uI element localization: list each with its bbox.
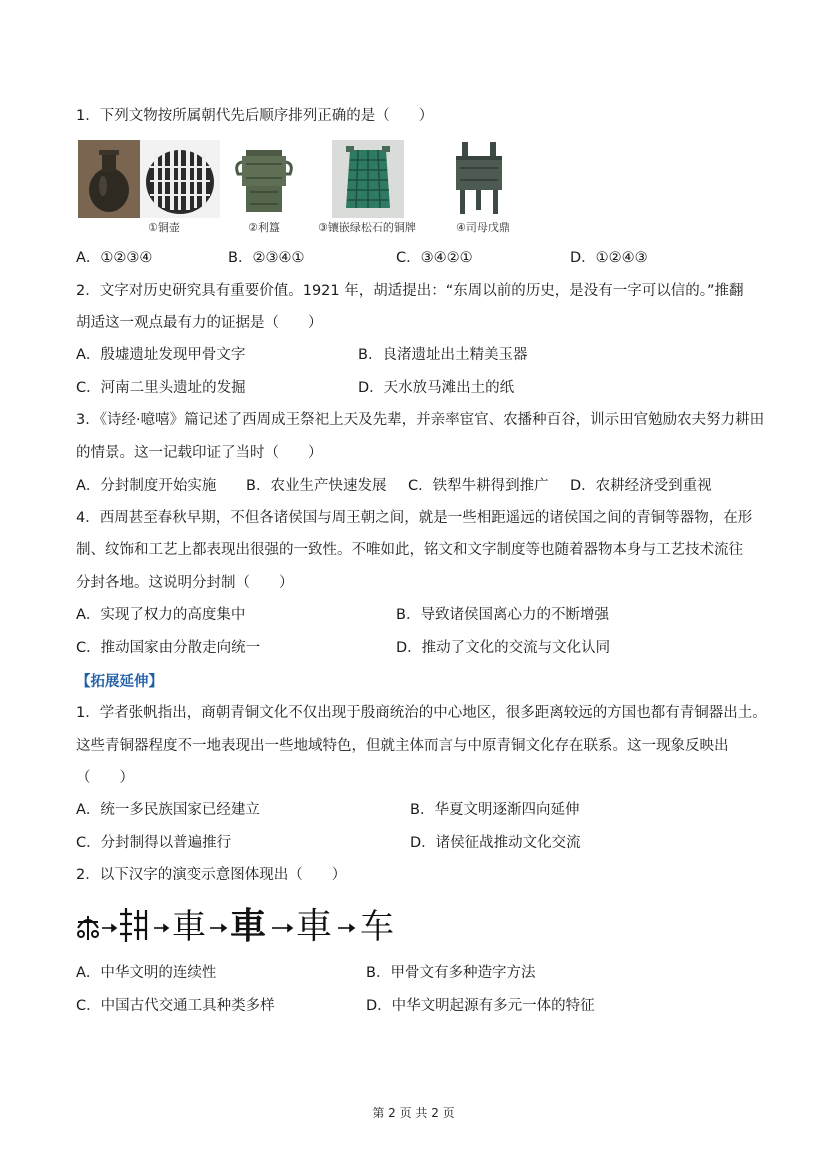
q2-option-a: A．殷墟遗址发现甲骨文字 — [76, 347, 246, 363]
q3-option-b: B．农业生产快速发展 — [246, 478, 387, 494]
caption-1: ①铜壶 — [148, 221, 180, 234]
character-evolution-diagram — [76, 900, 412, 946]
bronze-pot-photo — [78, 140, 140, 218]
e2-option-b: B．甲骨文有多种造字方法 — [366, 965, 536, 981]
inscription-rubbing-photo — [140, 140, 220, 218]
q4-option-a: A．实现了权力的高度集中 — [76, 607, 246, 623]
arrow-2 — [154, 925, 168, 931]
e2-option-c: C．中国古代交通工具种类多样 — [76, 998, 275, 1014]
oracle-bone-cart-glyph — [78, 916, 98, 940]
q2-option-d: D．天水放马滩出土的纸 — [358, 380, 515, 396]
q1-option-a: A．①②③④ — [76, 250, 153, 266]
e2-option-d: D．中华文明起源有多元一体的特征 — [366, 998, 595, 1014]
e1-option-a: A．统一多民族国家已经建立 — [76, 802, 260, 818]
e2-option-a: A．中华文明的连续性 — [76, 965, 217, 981]
bronze-script-cart-glyph — [120, 908, 146, 942]
q2-stem-line1: 2．文字对历史研究具有重要价值。1921 年，胡适提出：“东周以前的历史，是没有一字可以信的。”推翻 — [76, 283, 744, 299]
q4-option-c: C．推动国家由分散走向统一 — [76, 640, 261, 656]
clerical-script-char: 車 — [230, 905, 267, 946]
e1-option-b: B．华夏文明逐渐四向延伸 — [410, 802, 580, 818]
arrow-4 — [272, 925, 292, 931]
q3-stem-line2: 的情景。这一记载印证了当时（ ） — [76, 445, 323, 461]
q3-option-a: A．分封制度开始实施 — [76, 478, 217, 494]
q3-option-d: D．农耕经济受到重视 — [570, 478, 712, 494]
e1-option-d: D．诸侯征战推动文化交流 — [410, 835, 581, 851]
arrow-5 — [338, 925, 354, 931]
q2-option-b: B．良渚遗址出土精美玉器 — [358, 347, 528, 363]
e1-stem-line2: 这些青铜器程度不一地表现出一些地域特色，但就主体而言与中原青铜文化存在联系。这一现象反映出 — [76, 738, 729, 754]
ligui-photo — [232, 140, 296, 218]
q1-stem: 1．下列文物按所属朝代先后顺序排列正确的是（ ） — [76, 108, 434, 124]
e1-stem-line1: 1．学者张帆指出，商朝青铜文化不仅出现于殷商统治的中心地区，很多距离较远的方国也都有青铜器出土。 — [76, 705, 767, 721]
q4-option-d: D．推动了文化的交流与文化认同 — [396, 640, 611, 656]
q4-stem-line3: 分封各地。这说明分封制（ ） — [76, 575, 294, 591]
turquoise-plaque-photo — [332, 140, 404, 218]
page-footer: 第 2 页 共 2 页 — [372, 1106, 455, 1120]
q4-option-b: B．导致诸侯国离心力的不断增强 — [396, 607, 609, 623]
simplified-char: 车 — [360, 907, 394, 946]
q3-option-c: C．铁犁牛耕得到推广 — [408, 478, 549, 494]
caption-2: ②利簋 — [248, 221, 280, 234]
q1-option-c: C．③④②① — [396, 250, 473, 266]
caption-3: ③镶嵌绿松石的铜牌 — [318, 221, 416, 234]
q2-option-c: C．河南二里头遗址的发掘 — [76, 380, 246, 396]
caption-4: ④司母戊鼎 — [456, 221, 510, 234]
q2-stem-line2: 胡适这一观点最有力的证据是（ ） — [76, 315, 323, 331]
e2-stem: 2．以下汉字的演变示意图体现出（ ） — [76, 867, 347, 883]
seal-script-char: 車 — [172, 907, 206, 946]
arrow-3 — [210, 925, 226, 931]
e1-option-c: C．分封制得以普遍推行 — [76, 835, 232, 851]
section-title: 【拓展延伸】 — [76, 674, 163, 690]
q1-option-b: B．②③④① — [228, 250, 305, 266]
e1-stem-line3: （ ） — [76, 770, 134, 786]
regular-script-char: 車 — [296, 906, 333, 946]
q1-option-d: D．①②④③ — [570, 250, 648, 266]
q3-stem-line1: 3．《诗经·噫嘻》篇记述了西周成王祭祀上天及先辈，并亲率宦官、农播种百谷，训示田官勉励农夫努力耕田 — [76, 412, 765, 428]
q4-stem-line1: 4．西周甚至春秋早期，不但各诸侯国与周王朝之间，就是一些相距遥远的诸侯国之间的青铜等器物，在形 — [76, 510, 753, 526]
q4-stem-line2: 制、纹饰和工艺上都表现出很强的一致性。不唯如此，铭文和文字制度等也随着器物本身与工艺技术流往 — [76, 542, 743, 558]
simuwu-ding-photo — [448, 140, 510, 218]
arrow-1 — [102, 925, 116, 931]
